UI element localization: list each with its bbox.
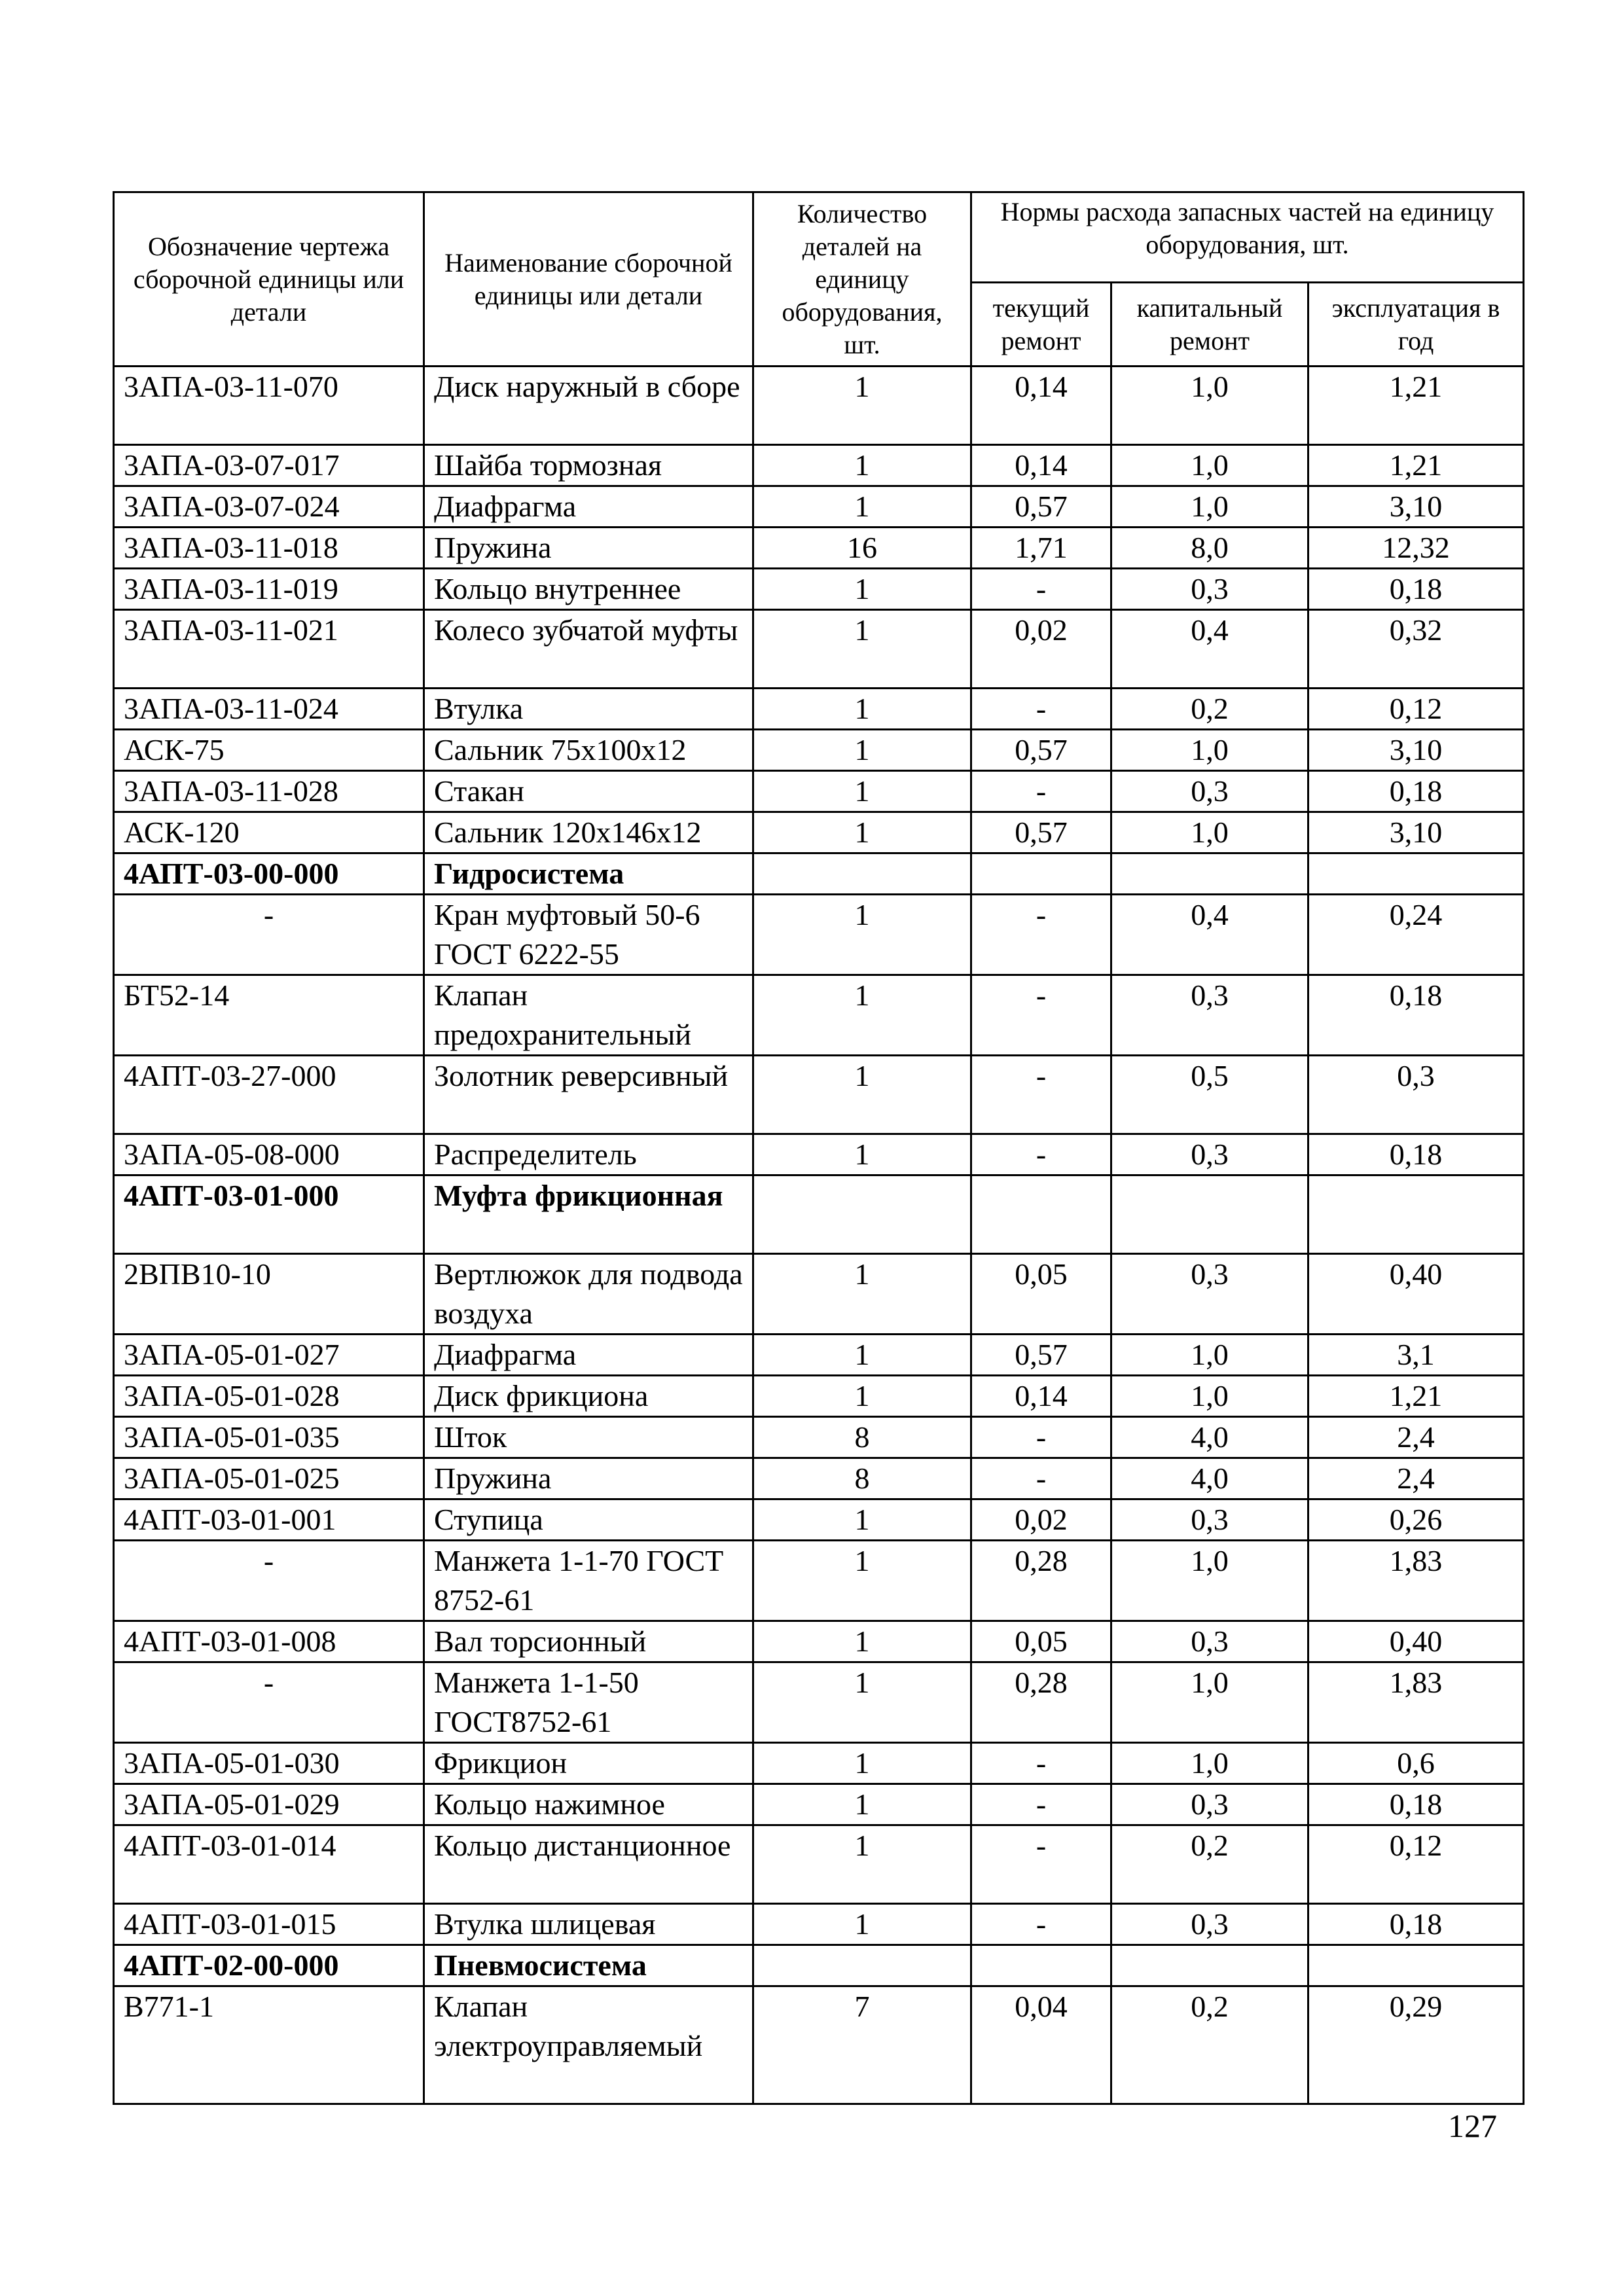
header-designation: Обозначение чертежа сборочной единицы или детали bbox=[114, 192, 424, 367]
cell-operation bbox=[1308, 1175, 1524, 1254]
cell-name: Манжета 1-1-70 ГОСТ 8752-61 bbox=[424, 1541, 753, 1621]
cell-name: Шайба тормозная bbox=[424, 445, 753, 486]
cell-designation: 3АПА-05-01-029 bbox=[114, 1784, 424, 1825]
cell-capital-repair: 0,3 bbox=[1111, 1904, 1308, 1945]
cell-current-repair: 0,57 bbox=[971, 730, 1111, 771]
cell-operation: 3,10 bbox=[1308, 812, 1524, 853]
cell-designation: 3АПА-03-11-018 bbox=[114, 528, 424, 569]
cell-operation: 0,18 bbox=[1308, 1134, 1524, 1175]
cell-name: Втулка bbox=[424, 689, 753, 730]
cell-capital-repair: 0,3 bbox=[1111, 771, 1308, 812]
cell-designation: 3АПА-05-01-035 bbox=[114, 1417, 424, 1458]
cell-designation: 3АПА-05-08-000 bbox=[114, 1134, 424, 1175]
cell-designation: 3АПА-05-01-027 bbox=[114, 1335, 424, 1376]
table-row bbox=[114, 771, 1524, 812]
cell-quantity: 1 bbox=[753, 1056, 971, 1134]
cell-operation: 2,4 bbox=[1308, 1417, 1524, 1458]
cell-designation: В771-1 bbox=[114, 1986, 424, 2104]
cell-operation: 3,1 bbox=[1308, 1335, 1524, 1376]
cell-operation: 0,18 bbox=[1308, 771, 1524, 812]
cell-name: Кольцо дистанционное bbox=[424, 1825, 753, 1904]
table-row bbox=[114, 1335, 1524, 1376]
cell-current-repair bbox=[971, 1175, 1111, 1254]
cell-quantity: 8 bbox=[753, 1417, 971, 1458]
cell-current-repair: - bbox=[971, 689, 1111, 730]
cell-operation: 0,40 bbox=[1308, 1621, 1524, 1662]
cell-current-repair: - bbox=[971, 975, 1111, 1056]
table-row bbox=[114, 569, 1524, 610]
cell-designation: - bbox=[114, 1662, 424, 1743]
table-row bbox=[114, 1541, 1524, 1621]
cell-quantity: 1 bbox=[753, 689, 971, 730]
cell-quantity: 1 bbox=[753, 1335, 971, 1376]
cell-quantity: 1 bbox=[753, 610, 971, 689]
cell-capital-repair: 8,0 bbox=[1111, 528, 1308, 569]
cell-designation: БТ52-14 bbox=[114, 975, 424, 1056]
cell-name: Сальник 120x146x12 bbox=[424, 812, 753, 853]
cell-name: Клапан электроуправляемый bbox=[424, 1986, 753, 2104]
cell-quantity: 1 bbox=[753, 895, 971, 975]
cell-current-repair: - bbox=[971, 1904, 1111, 1945]
cell-quantity bbox=[753, 1945, 971, 1986]
cell-capital-repair bbox=[1111, 853, 1308, 895]
cell-capital-repair: 0,3 bbox=[1111, 1134, 1308, 1175]
table-row bbox=[114, 1175, 1524, 1254]
cell-current-repair: 1,71 bbox=[971, 528, 1111, 569]
cell-capital-repair: 1,0 bbox=[1111, 1376, 1308, 1417]
cell-current-repair bbox=[971, 853, 1111, 895]
cell-quantity: 1 bbox=[753, 771, 971, 812]
cell-current-repair: - bbox=[971, 1458, 1111, 1499]
cell-capital-repair: 4,0 bbox=[1111, 1417, 1308, 1458]
cell-current-repair: 0,05 bbox=[971, 1621, 1111, 1662]
table-row bbox=[114, 689, 1524, 730]
cell-name: Сальник 75x100x12 bbox=[424, 730, 753, 771]
cell-current-repair: - bbox=[971, 895, 1111, 975]
table-row bbox=[114, 1376, 1524, 1417]
cell-name: Шток bbox=[424, 1417, 753, 1458]
cell-operation: 1,21 bbox=[1308, 1376, 1524, 1417]
cell-designation: - bbox=[114, 895, 424, 975]
cell-name: Клапан предохранительный bbox=[424, 975, 753, 1056]
cell-current-repair: 0,57 bbox=[971, 486, 1111, 528]
cell-operation: 0,18 bbox=[1308, 569, 1524, 610]
cell-capital-repair bbox=[1111, 1945, 1308, 1986]
cell-operation: 3,10 bbox=[1308, 486, 1524, 528]
table-row bbox=[114, 1784, 1524, 1825]
header-current-repair: текущий ремонт bbox=[971, 283, 1111, 367]
cell-current-repair bbox=[971, 1945, 1111, 1986]
cell-name: Вал торсионный bbox=[424, 1621, 753, 1662]
table-row bbox=[114, 853, 1524, 895]
cell-current-repair: 0,28 bbox=[971, 1662, 1111, 1743]
cell-operation: 0,40 bbox=[1308, 1254, 1524, 1335]
cell-current-repair: - bbox=[971, 771, 1111, 812]
cell-quantity: 1 bbox=[753, 1541, 971, 1621]
table-row bbox=[114, 1499, 1524, 1541]
header-name: Наименование сборочной единицы или детали bbox=[424, 192, 753, 367]
cell-current-repair: 0,57 bbox=[971, 812, 1111, 853]
cell-capital-repair: 0,3 bbox=[1111, 975, 1308, 1056]
cell-name: Фрикцион bbox=[424, 1743, 753, 1784]
cell-capital-repair: 0,4 bbox=[1111, 895, 1308, 975]
cell-name: Колесо зубчатой муфты bbox=[424, 610, 753, 689]
table-row bbox=[114, 1417, 1524, 1458]
cell-current-repair: - bbox=[971, 569, 1111, 610]
cell-current-repair: 0,14 bbox=[971, 367, 1111, 445]
cell-designation: 4АПТ-02-00-000 bbox=[114, 1945, 424, 1986]
cell-capital-repair: 1,0 bbox=[1111, 486, 1308, 528]
cell-capital-repair: 1,0 bbox=[1111, 445, 1308, 486]
cell-quantity bbox=[753, 1175, 971, 1254]
table-row bbox=[114, 1986, 1524, 2104]
cell-capital-repair: 0,4 bbox=[1111, 610, 1308, 689]
cell-name: Диск наружный в сборе bbox=[424, 367, 753, 445]
cell-operation: 1,83 bbox=[1308, 1662, 1524, 1743]
table-row bbox=[114, 1743, 1524, 1784]
cell-quantity: 1 bbox=[753, 1499, 971, 1541]
cell-designation: 3АПА-05-01-025 bbox=[114, 1458, 424, 1499]
cell-quantity: 1 bbox=[753, 1904, 971, 1945]
spare-parts-table bbox=[113, 191, 1525, 2105]
cell-quantity: 1 bbox=[753, 486, 971, 528]
cell-name: Стакан bbox=[424, 771, 753, 812]
cell-quantity: 1 bbox=[753, 812, 971, 853]
cell-capital-repair: 1,0 bbox=[1111, 1662, 1308, 1743]
cell-name: Гидросистема bbox=[424, 853, 753, 895]
cell-designation: 4АПТ-03-27-000 bbox=[114, 1056, 424, 1134]
cell-operation: 1,21 bbox=[1308, 445, 1524, 486]
cell-operation: 0,6 bbox=[1308, 1743, 1524, 1784]
cell-designation: 4АПТ-03-00-000 bbox=[114, 853, 424, 895]
table-row bbox=[114, 445, 1524, 486]
cell-capital-repair: 0,2 bbox=[1111, 1986, 1308, 2104]
cell-operation: 3,10 bbox=[1308, 730, 1524, 771]
cell-name: Диафрагма bbox=[424, 1335, 753, 1376]
cell-designation: 4АПТ-03-01-000 bbox=[114, 1175, 424, 1254]
header-norms: Нормы расхода запасных частей на единицу оборудования, шт. bbox=[971, 192, 1524, 283]
cell-operation: 0,29 bbox=[1308, 1986, 1524, 2104]
cell-current-repair: - bbox=[971, 1134, 1111, 1175]
table-row bbox=[114, 1662, 1524, 1743]
cell-name: Распределитель bbox=[424, 1134, 753, 1175]
table-row bbox=[114, 610, 1524, 689]
table-row bbox=[114, 895, 1524, 975]
cell-current-repair: - bbox=[971, 1417, 1111, 1458]
cell-name: Золотник реверсивный bbox=[424, 1056, 753, 1134]
cell-designation: 3АПА-03-07-017 bbox=[114, 445, 424, 486]
cell-current-repair: 0,02 bbox=[971, 610, 1111, 689]
table-row bbox=[114, 1904, 1524, 1945]
cell-quantity: 1 bbox=[753, 1254, 971, 1335]
table-row bbox=[114, 730, 1524, 771]
cell-current-repair: - bbox=[971, 1784, 1111, 1825]
cell-quantity: 8 bbox=[753, 1458, 971, 1499]
cell-capital-repair: 0,3 bbox=[1111, 569, 1308, 610]
cell-name: Муфта фрикционная bbox=[424, 1175, 753, 1254]
cell-name: Втулка шлицевая bbox=[424, 1904, 753, 1945]
cell-capital-repair: 0,3 bbox=[1111, 1784, 1308, 1825]
cell-quantity: 1 bbox=[753, 730, 971, 771]
cell-designation: 3АПА-03-11-070 bbox=[114, 367, 424, 445]
cell-quantity: 1 bbox=[753, 975, 971, 1056]
cell-operation: 0,18 bbox=[1308, 1904, 1524, 1945]
cell-name: Диск фрикциона bbox=[424, 1376, 753, 1417]
cell-current-repair: 0,14 bbox=[971, 445, 1111, 486]
table-row bbox=[114, 1945, 1524, 1986]
page-number: 127 bbox=[1448, 2108, 1497, 2144]
cell-name: Манжета 1-1-50 ГОСТ8752-61 bbox=[424, 1662, 753, 1743]
cell-quantity: 7 bbox=[753, 1986, 971, 2104]
cell-quantity: 1 bbox=[753, 1662, 971, 1743]
cell-designation: АСК-120 bbox=[114, 812, 424, 853]
cell-name: Кольцо внутреннее bbox=[424, 569, 753, 610]
cell-designation: 4АПТ-03-01-008 bbox=[114, 1621, 424, 1662]
cell-quantity bbox=[753, 853, 971, 895]
cell-current-repair: - bbox=[971, 1743, 1111, 1784]
header-quantity: Количество деталей на единицу оборудования, шт. bbox=[753, 192, 971, 367]
cell-quantity: 1 bbox=[753, 1784, 971, 1825]
header-operation: эксплуатация в год bbox=[1308, 283, 1524, 367]
cell-name: Кольцо нажимное bbox=[424, 1784, 753, 1825]
cell-designation: 2ВПВ10-10 bbox=[114, 1254, 424, 1335]
cell-operation bbox=[1308, 853, 1524, 895]
cell-capital-repair: 1,0 bbox=[1111, 1743, 1308, 1784]
cell-capital-repair: 0,2 bbox=[1111, 1825, 1308, 1904]
cell-capital-repair: 1,0 bbox=[1111, 1541, 1308, 1621]
table-row bbox=[114, 1621, 1524, 1662]
cell-capital-repair: 4,0 bbox=[1111, 1458, 1308, 1499]
table-body bbox=[114, 367, 1524, 2104]
cell-quantity: 16 bbox=[753, 528, 971, 569]
cell-name: Ступица bbox=[424, 1499, 753, 1541]
cell-designation: 3АПА-03-07-024 bbox=[114, 486, 424, 528]
cell-operation: 0,3 bbox=[1308, 1056, 1524, 1134]
cell-quantity: 1 bbox=[753, 1743, 971, 1784]
cell-current-repair: 0,04 bbox=[971, 1986, 1111, 2104]
cell-current-repair: - bbox=[971, 1825, 1111, 1904]
table-row bbox=[114, 975, 1524, 1056]
table-row bbox=[114, 1825, 1524, 1904]
cell-designation: 3АПА-05-01-030 bbox=[114, 1743, 424, 1784]
cell-name: Пневмосистема bbox=[424, 1945, 753, 1986]
cell-capital-repair: 1,0 bbox=[1111, 730, 1308, 771]
cell-capital-repair: 0,2 bbox=[1111, 689, 1308, 730]
cell-operation: 12,32 bbox=[1308, 528, 1524, 569]
cell-designation: 4АПТ-03-01-014 bbox=[114, 1825, 424, 1904]
cell-capital-repair: 1,0 bbox=[1111, 812, 1308, 853]
table-row bbox=[114, 1056, 1524, 1134]
cell-name: Кран муфтовый 50-6 ГОСТ 6222-55 bbox=[424, 895, 753, 975]
cell-designation: 3АПА-03-11-019 bbox=[114, 569, 424, 610]
cell-designation: 4АПТ-03-01-001 bbox=[114, 1499, 424, 1541]
table-row bbox=[114, 367, 1524, 445]
cell-capital-repair: 1,0 bbox=[1111, 1335, 1308, 1376]
cell-designation: 3АПА-03-11-024 bbox=[114, 689, 424, 730]
cell-name: Пружина bbox=[424, 528, 753, 569]
cell-name: Вертлюжок для подвода воздуха bbox=[424, 1254, 753, 1335]
cell-operation: 2,4 bbox=[1308, 1458, 1524, 1499]
cell-designation: 3АПА-05-01-028 bbox=[114, 1376, 424, 1417]
cell-capital-repair: 0,3 bbox=[1111, 1499, 1308, 1541]
cell-operation: 1,21 bbox=[1308, 367, 1524, 445]
cell-operation bbox=[1308, 1945, 1524, 1986]
cell-operation: 0,18 bbox=[1308, 1784, 1524, 1825]
table-row bbox=[114, 528, 1524, 569]
cell-operation: 0,32 bbox=[1308, 610, 1524, 689]
table-row bbox=[114, 1134, 1524, 1175]
cell-current-repair: 0,02 bbox=[971, 1499, 1111, 1541]
cell-current-repair: 0,05 bbox=[971, 1254, 1111, 1335]
cell-designation: 3АПА-03-11-028 bbox=[114, 771, 424, 812]
cell-current-repair: 0,14 bbox=[971, 1376, 1111, 1417]
cell-operation: 1,83 bbox=[1308, 1541, 1524, 1621]
cell-quantity: 1 bbox=[753, 1825, 971, 1904]
cell-capital-repair: 0,3 bbox=[1111, 1254, 1308, 1335]
cell-operation: 0,18 bbox=[1308, 975, 1524, 1056]
table-row bbox=[114, 1458, 1524, 1499]
table-row bbox=[114, 1254, 1524, 1335]
cell-name: Диафрагма bbox=[424, 486, 753, 528]
cell-current-repair: 0,57 bbox=[971, 1335, 1111, 1376]
cell-designation: 3АПА-03-11-021 bbox=[114, 610, 424, 689]
cell-quantity: 1 bbox=[753, 445, 971, 486]
cell-capital-repair bbox=[1111, 1175, 1308, 1254]
cell-operation: 0,24 bbox=[1308, 895, 1524, 975]
table-row bbox=[114, 486, 1524, 528]
header-capital-repair: капитальный ремонт bbox=[1111, 283, 1308, 367]
table-row bbox=[114, 812, 1524, 853]
cell-operation: 0,26 bbox=[1308, 1499, 1524, 1541]
cell-quantity: 1 bbox=[753, 1376, 971, 1417]
cell-operation: 0,12 bbox=[1308, 689, 1524, 730]
cell-current-repair: 0,28 bbox=[971, 1541, 1111, 1621]
cell-name: Пружина bbox=[424, 1458, 753, 1499]
cell-designation: АСК-75 bbox=[114, 730, 424, 771]
cell-current-repair: - bbox=[971, 1056, 1111, 1134]
cell-quantity: 1 bbox=[753, 569, 971, 610]
cell-quantity: 1 bbox=[753, 1621, 971, 1662]
cell-capital-repair: 0,3 bbox=[1111, 1621, 1308, 1662]
cell-designation: - bbox=[114, 1541, 424, 1621]
cell-capital-repair: 1,0 bbox=[1111, 367, 1308, 445]
cell-operation: 0,12 bbox=[1308, 1825, 1524, 1904]
cell-quantity: 1 bbox=[753, 1134, 971, 1175]
cell-quantity: 1 bbox=[753, 367, 971, 445]
cell-capital-repair: 0,5 bbox=[1111, 1056, 1308, 1134]
cell-designation: 4АПТ-03-01-015 bbox=[114, 1904, 424, 1945]
